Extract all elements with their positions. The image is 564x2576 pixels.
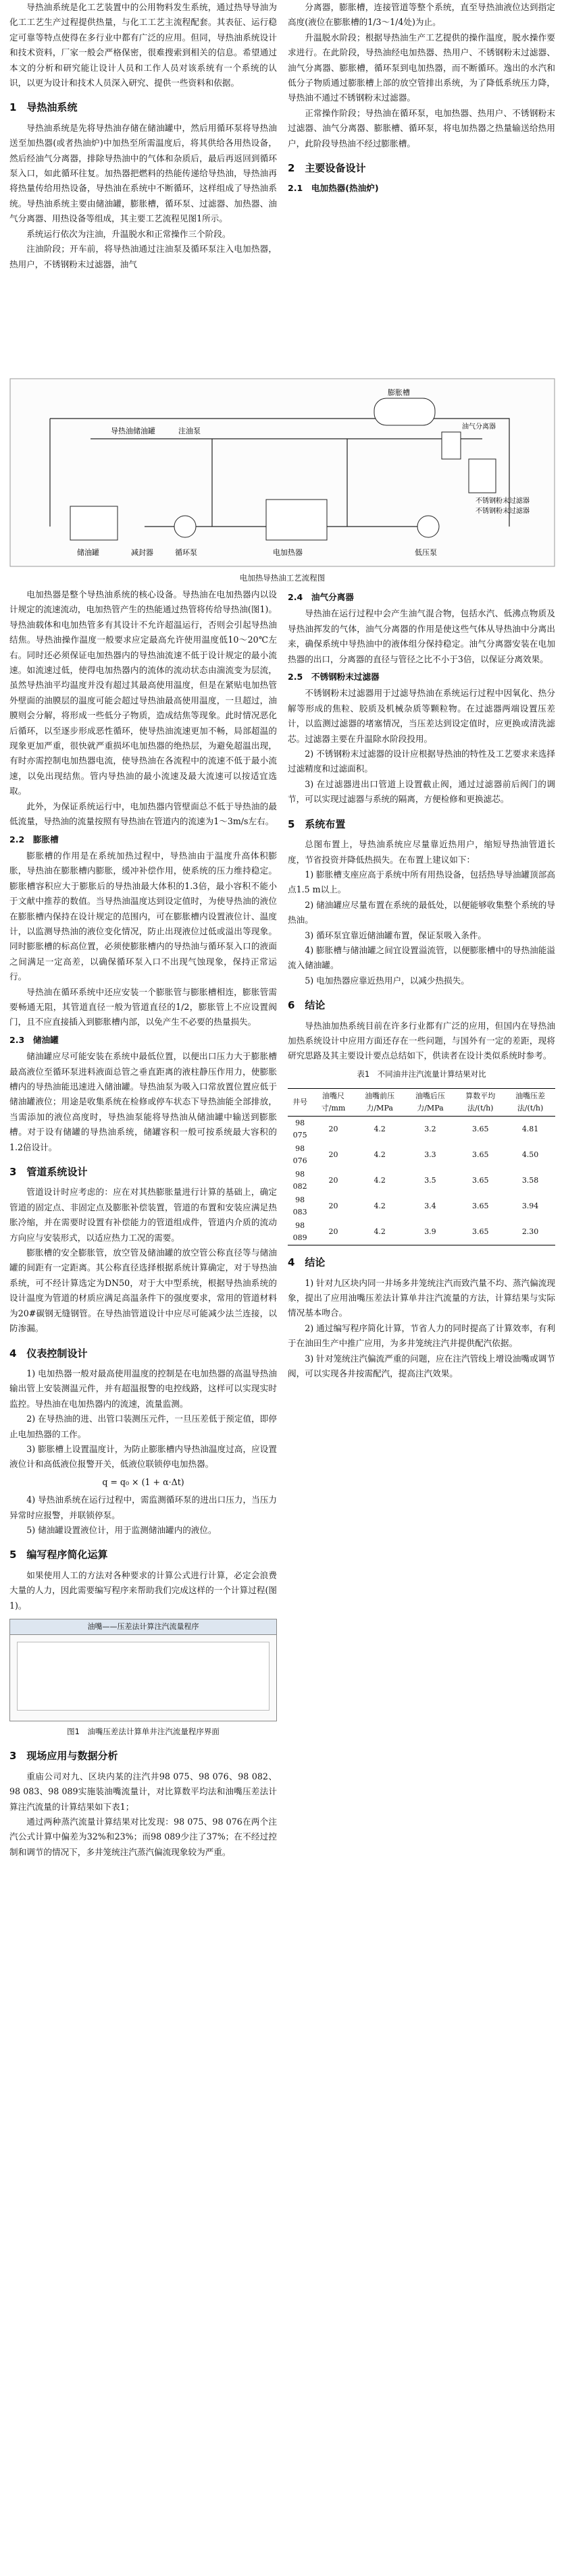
- section-5-title: 5 编写程序简化运算: [9, 1549, 108, 1561]
- figure-caption: 电加热导热油工艺流程图: [239, 573, 326, 583]
- subsection-title: 2.5 不锈钢粉末过滤器: [288, 672, 380, 682]
- table-cell: 98 083: [292, 1196, 307, 1217]
- table-cell: 3.65: [471, 1150, 489, 1160]
- table-caption: 表1 不同油井注汽流量计算结果对比: [357, 1069, 486, 1079]
- paragraph: 1) 膨胀槽支座应高于系统中所有用热设备，包括热导导油罐顶部高点1.5 m以上。: [288, 869, 555, 895]
- paragraph: 4) 膨胀槽与储油罐之间宜设置溢流管，以便膨胀槽中的导热油能溢流入储油罐。: [288, 944, 555, 971]
- figure-caption: 图1 油嘴压差法计算单井注汽流量程序界面: [67, 1727, 220, 1736]
- program-screenshot: [9, 1619, 277, 1721]
- paragraph: 5) 储油罐设置液位计，用于监测储油罐内的液位。: [26, 1524, 217, 1535]
- table-cell: 3.65: [471, 1125, 489, 1134]
- expansion-tank-shape: [374, 398, 435, 425]
- paragraph: 导热油在运行过程中会产生油气混合物，包括水汽、低沸点物质及导热油挥发的气体，油气分离器的作用是使这些气体从导热油中分离出来，确保系统中导热油中的液体组分保持稳定。油气分离器安装在电加热器的出口，分离器的直径与管径之比不小于3倍，以保证分离效果。: [288, 608, 555, 664]
- subsection-title: 2.3 储油罐: [9, 1034, 59, 1045]
- fig-label: 膨胀槽: [388, 388, 410, 397]
- table-header: 算数平均法/(t/h): [455, 1089, 505, 1117]
- section-1-title: 1 导热油系统: [9, 101, 78, 114]
- filter-shape: [469, 459, 496, 493]
- paragraph: 2) 储油罐应尽量布置在系统的最低处，以便能够收集整个系统的导热油。: [288, 899, 555, 925]
- table-cell: 4.81: [521, 1125, 539, 1134]
- table-cell: 3.58: [521, 1176, 539, 1185]
- table-cell: 3.65: [471, 1176, 489, 1185]
- table-cell: 3.65: [455, 1219, 505, 1245]
- fig-label: 低压泵: [415, 548, 437, 557]
- table-cell: 20: [328, 1125, 338, 1134]
- subsection-title: 2.4 油气分离器: [288, 592, 354, 602]
- table-cell: 4.2: [374, 1176, 386, 1185]
- separator-shape: [442, 432, 461, 459]
- process-flow-figure: [9, 378, 555, 581]
- section-3-title: 3 管道系统设计: [9, 1166, 88, 1179]
- paragraph: 升温脱水阶段；根据导热油生产工艺提供的操作温度，脱水操作要求进行。在此阶段，导热油经电加热器、热用户、不锈钢粉末过滤器、油气分离器、膨胀槽，循环泵到电加热器，而不断循环。逸出的水汽和低分子物质通过膨胀槽上部的放空管排出系统，为了降低系统压力降，导热油不通过不锈钢粉末过滤器。: [288, 32, 555, 103]
- paragraph: 2) 通过编写程序简化计算，节省人力的同时提高了计算效率，有利于在油田生产中推广应用，为多井笼统注汽井提供配汽依据。: [288, 1322, 555, 1349]
- fig-label: 减封器: [131, 548, 153, 557]
- table-cell: 4.2: [374, 1150, 386, 1160]
- table-cell: 20: [328, 1176, 338, 1185]
- paragraph: 此外，为保证系统运行中，电加热器内管壁面总不低于导热油的最低流量，导热油的流量按照有导热油在管道内的流速为1～3m/s左右。: [9, 801, 277, 827]
- paragraph: 正常操作阶段；导热油在循环泵，电加热器、热用户、不锈钢粉末过滤器、油气分离器、膨胀槽、循环泵，将电加热器之热量输送给热用户，此阶段导热油不经过膨胀槽。: [288, 107, 555, 149]
- table-cell: 98 089: [288, 1219, 312, 1245]
- table-cell: 4.50: [521, 1150, 539, 1160]
- table-cell: 4.2: [374, 1125, 386, 1134]
- table-cell: 3.9: [405, 1219, 456, 1245]
- section-title: 6 结论: [288, 999, 326, 1012]
- results-table: [288, 1088, 555, 1245]
- intro-paragraph: 导热油系统是化工艺装置中的公用物料发生系统，通过热导导油为化工工艺生产过程提供热量，与化工工艺主流程配套。其表征、运行稳定可靠等特点使得在多行业中都有广泛的应用。但同，导热油系统设计和技术资料，厂家一般会严格保密，很难搜索到相关的信息。希望通过本文的分析和研究能让设计人员和工作人员对该系统有一个系统的认识，以更为设计和技术人员深入研究、提供一些资料和依据。: [9, 2, 277, 88]
- table-cell: 3.2: [424, 1125, 436, 1134]
- left-column: [9, 0, 277, 272]
- paragraph: 5) 电加热器应靠近热用户，以减少热损失。: [305, 975, 469, 986]
- table-cell: 4.2: [374, 1202, 386, 1211]
- section-2-title: 2 主要设备设计: [288, 162, 366, 175]
- right-column: [288, 0, 555, 198]
- fig-label: 电加热器: [273, 548, 303, 557]
- paragraph: 管道设计时应考虑的：应在对其热膨胀量进行计算的基础上，确定管道的固定点、非固定点及膨胀补偿装置，管道的布置和安装应满足热胀冷缩，并在需要时设置有补偿能力的管道组成件，管道内介质的流动方向应与安装形式，以适应热力工况的需要。: [9, 1187, 277, 1243]
- paragraph: 3) 在过滤器进出口管道上设置截止阀，通过过滤器前后阀门的调节，可以实现过滤器与系统的隔离，方便检修和更换滤芯。: [288, 778, 555, 805]
- table-cell: 3.5: [424, 1176, 436, 1185]
- paragraph: 不锈钢粉末过滤器用于过滤导热油在系统运行过程中因氧化、热分解等形成的焦粒、胶质及机械杂质等颗粒物。在过滤器两端设置压差计，以监测过滤器的堵塞情况，当压差达到设定值时，应更换或清洗滤芯。过滤器主要在升温除水阶段投用。: [288, 688, 555, 744]
- table-header: 井号: [288, 1089, 312, 1117]
- paragraph: 重庙公司对九、区块内某的注汽井98 075、98 076、98 082、98 083、98 089实施装油嘴流量计，对比算数平均法和油嘴压差法计算注汽流量的计算结果如下表1；: [9, 1771, 277, 1812]
- table-cell: 3.4: [424, 1202, 436, 1211]
- paragraph: 储油罐应尽可能安装在系统中最低位置，以便出口压力大于膨胀槽最高液位至循环泵进料液面总管之垂直距离的液柱静压作用力，使膨胀槽内的导热油能迅速进入储油罐。导热油泵为吸入口常放置位置应低于储油罐液位；用途是收集系统在检修或停车状态下导热油能全部排放，当需添加的液位高度时，导热油泵能将导热油从储油罐中输送到膨胀槽。对于设有储罐的导热油系统，储罐容积一般可按系统最大容积的1.2倍设计。: [9, 1051, 277, 1152]
- paragraph: 3) 针对笼统注汽偏流严重的问题，应在注汽管线上增设油嘴或调节阀，可以实现各井按需配汽，提高注汽效果。: [288, 1353, 555, 1379]
- table-cell: 4.2: [355, 1219, 405, 1245]
- heater-shape: [266, 500, 327, 540]
- fig-label: 储油罐: [77, 548, 99, 557]
- paragraph: 如果使用人工的方法对各种要求的计算公式进行计算，必定会浪费大量的人力，因此需要编写程序来帮助我们完成这样的一个计算过程(图1)。: [9, 1569, 277, 1611]
- section-4-title: 4 仪表控制设计: [9, 1347, 88, 1360]
- paragraph: 膨胀槽的作用是在系统加热过程中，导热油由于温度升高体积膨胀，导热油在膨胀槽内膨胀，缓冲补偿作用，使系统的压力维持稳定。膨胀槽容积应大于膨胀后的导热油最大体积的1.3倍，最小容积不能小于文献中推荐的数值。当导热油温度达到设定值时，为使导热油的液位在膨胀槽内保持在设计规定的范围内，可在膨胀槽内设置液位计、温度计，以监测导热油的液位变化情况，防止出现液位过低或溢出等现象。同时膨胀槽的标高位置，必须使膨胀槽内的导热油与循环泵入口的液面之间满足一定高差，以确保循环泵入口不出现气蚀现象，保持正常运行。: [9, 850, 277, 982]
- fig-label: 导热油储油罐: [111, 427, 155, 435]
- table-header: 油嘴压差法/(t/h): [505, 1089, 555, 1117]
- table-cell: 20: [328, 1150, 338, 1160]
- table-row: [288, 1117, 555, 1143]
- table-cell: 3.94: [521, 1202, 539, 1211]
- fig-label: 油气分离器: [462, 423, 496, 431]
- pump-shape: [417, 516, 439, 537]
- paragraph: 2) 在导热油的进、出管口装测压元件，一旦压差低于预定值，即停止电加热器的工作。: [9, 1414, 277, 1439]
- fig-label: 不锈钢粉末过滤器: [476, 498, 530, 505]
- table-row: [288, 1193, 555, 1219]
- paragraph: 1) 针对九区块内同一井场多井笼统注汽而致汽量不均、蒸汽偏流现象，提出了应用油嘴压差法计算单井注汽流量的方法，计算结果与实际情况基本吻合。: [288, 1277, 555, 1318]
- table-cell: 2.30: [505, 1219, 555, 1245]
- table-row: [288, 1142, 555, 1168]
- paragraph: 注油阶段；开车前，将导热油通过注油泵及循环泵注入电加热器，热用户，不锈钢粉末过滤器，油气: [9, 244, 277, 269]
- paragraph: 导热油加热系统目前在许多行业都有广泛的应用，但国内在导热油加热系统设计中应用方面还存在一些问题，与国外有一定的差距，现将研究思路及其主要设计要点总结如下，供读者在设计类似系统时参考。: [288, 1020, 555, 1061]
- table-header: 油嘴尺寸/mm: [312, 1089, 355, 1117]
- section-title: 5 系统布置: [288, 817, 346, 830]
- paragraph: 3) 膨胀槽上设置温度计，为防止膨胀槽内导热油温度过高，应设置液位计和高低液位报警开关，低液位联锁停电加热器。: [9, 1443, 277, 1470]
- table-cell: 3.3: [424, 1150, 436, 1160]
- paragraph: 总图布置上，导热油系统应尽量靠近热用户，缩短导热油管道长度，节省投资并降低热损失。在布置上建议如下：: [288, 839, 555, 865]
- subsection-title: 2.1 电加热器(热油炉): [288, 183, 379, 194]
- pump-shape: [174, 516, 196, 537]
- table-cell: 98 075: [292, 1119, 307, 1140]
- table-cell: 20: [312, 1219, 355, 1245]
- paragraph: 4) 导热油系统在运行过程中，需监测循环泵的进出口压力，当压力异常时应报警，并联锁停泵。: [9, 1495, 277, 1520]
- paragraph: 2) 不锈钢粉末过滤器的设计应根据导热油的特性及工艺要求来选择过滤精度和过滤面积。: [288, 749, 555, 774]
- paragraph: 1) 电加热器一般对最高使用温度的控制是在电加热器的高温导热油输出管上安装测温元件，并有超温报警的电控线路，这样可以实现实时监控。导热油在电加热器内的流速，流量监测。: [9, 1368, 277, 1409]
- program-body: [17, 1642, 270, 1711]
- paragraph: 分离器，膨胀槽，连接管道等整个系统，直至导热油液位达到指定高度(液位在膨胀槽的1/3～1/4处)为止。: [288, 2, 555, 28]
- paragraph: 系统运行依次为注油，升温脱水和正常操作三个阶段。: [26, 228, 231, 239]
- program-title: 油嘴——压差法计算注汽流量程序: [10, 1619, 276, 1635]
- subsection-title: 2.2 膨胀槽: [9, 834, 59, 844]
- table-header: 油嘴后压力/MPa: [405, 1089, 456, 1117]
- table-cell: 20: [328, 1202, 338, 1211]
- table-cell: 98 076: [292, 1144, 307, 1166]
- table-row: [288, 1168, 555, 1193]
- fig-label: 注油泵: [178, 427, 201, 435]
- paragraph: 膨胀槽的安全膨胀管，放空管及储油罐的放空管公称直径等与储油罐的间距有一定距离。其公称直径选择根据系统计算确定，对于导热油系统，可不经计算选定为DN50，对于大中型系统，根据导热油系统的设计温度为管道的材质应满足高温条件下的强度要求，常用的管道材料为20#碳钢无缝钢管。在导热油管道设计中应尽可能减少法兰连接，以防渗漏。: [9, 1247, 277, 1334]
- process-flow-diagram: [9, 378, 555, 567]
- formula: q = q₀ × (1 + α·Δt): [102, 1476, 184, 1487]
- right-column-lower: [288, 587, 555, 1381]
- paragraph: 电加热器是整个导热油系统的核心设备。导热油在电加热器内以设计规定的流速流动，电加热管产生的热能通过热管将传给导热油(图1)。导热油载体和电加热管多有其设计不允许超温运行，否则会引起导热油结焦。导热油操作温度一般要求应定最高允许使用温度低10～20℃左右。同时还必须保证电加热器内的导热油流速不低于设计规定的最小流速。如流速过低，使得电加热器内的流体的流动状态由湍流变为层流，虽然导热油平均温度并没有超过其最高使用温度，但是在紧贴电加热管外壁面的油膜层的温度可能会超过导热油最高使用温度，一旦超过，油膜则会分解，将形成一些低分子物质，造成结焦等现象。此时情况恶化后循环，以至逐步形成恶性循环，使导热油流速更加不畅，局部超温的现象更加严重，很快就严重损坏电加热器的绝热层，为避免超温出现，有时亦需控制电加热器电流，使导热油在各流程中的流速不低于最小流速，以免出现结焦。管内导热油的最小流速及最大流速可以按适宜选取。: [9, 589, 277, 797]
- table-cell: 3.65: [471, 1202, 489, 1211]
- paragraph: 导热油在循环系统中还应安装一个膨胀管与膨胀槽相连，膨胀管需要畅通无阻，其管道直径一般为管道直径的1/2，膨胀管上不应设置阀门，且不应直接插入到膨胀槽内部，以免产生不必要的热量损失。: [9, 986, 277, 1027]
- table-header: 油嘴前压力/MPa: [355, 1089, 405, 1117]
- fig-label: 不锈钢粉末过滤器: [476, 508, 530, 515]
- table-row: [288, 1219, 555, 1245]
- fig-label: 循环泵: [175, 548, 197, 557]
- left-column-lower: [9, 587, 277, 1860]
- section-title: 3 现场应用与数据分析: [9, 1750, 118, 1763]
- paragraph: 导热油系统是先将导热油存储在储油罐中，然后用循环泵将导热油送至加热器(或者热油炉)中加热至所需温度后，将其供给各用热设备，然后经油气分离器，排除导热油中的气体和杂质后，最后再返回到循环泵入口，如此循环往复。加热器把燃料的热能传递给导热油，导热油再将热量传给用热设备，导热油在系统中不断循环，这样组成了导热油系统。导热油系统主要由储油罐，膨胀槽，循环泵、过滤器、加热器、油气分离器、用热设备等组成，其主要工艺流程见图1所示。: [9, 122, 277, 224]
- section-title: 4 结论: [288, 1256, 326, 1269]
- paragraph: 通过两种蒸汽流量计算结果对比发现：98 075、98 076在两个注汽公式计算中偏差为32%和23%；而98 089少注了37%；在不经过控制和调节的情况下，多井笼统注汽蒸汽偏流现象较为严重。: [9, 1817, 277, 1857]
- paragraph: 3) 循环泵宜靠近储油罐布置，保证泵吸入条件。: [305, 930, 486, 940]
- table-cell: 98 082: [292, 1170, 307, 1191]
- storage-tank-shape: [70, 506, 118, 540]
